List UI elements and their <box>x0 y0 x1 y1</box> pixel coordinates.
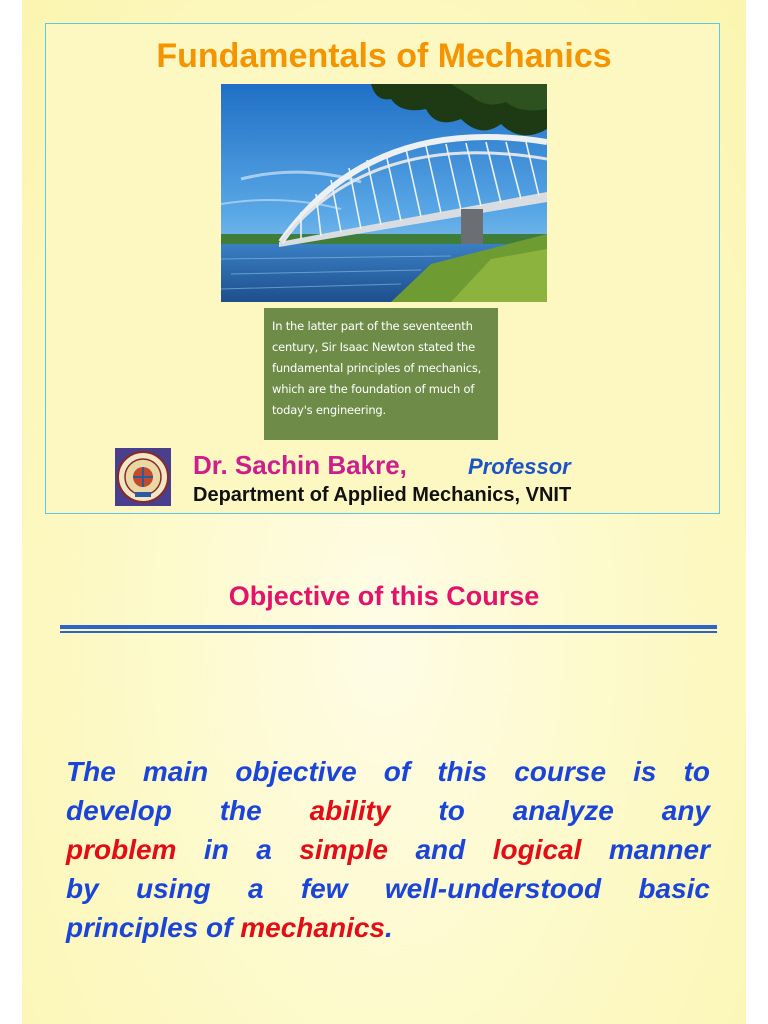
objective-text: principles of <box>66 912 241 943</box>
objective-line <box>66 908 710 947</box>
author-role: Professor <box>468 454 571 479</box>
highlighted-word: simple <box>299 834 388 865</box>
institute-seal-icon <box>115 448 171 506</box>
objective-text: by using a few well-understood basic <box>66 873 710 904</box>
quote-line: In the latter part of the seventeenth <box>272 319 473 333</box>
newton-quote-box <box>264 308 498 440</box>
heading-rule <box>60 625 717 629</box>
heading-rule-thin <box>60 631 717 633</box>
objective-text: develop the <box>66 795 310 826</box>
objective-text: in a <box>176 834 300 865</box>
quote-line: century, Sir Isaac Newton stated the <box>272 340 475 354</box>
author-department: Department of Applied Mechanics, VNIT <box>193 484 572 506</box>
quote-line: today's engineering. <box>272 403 386 417</box>
objective-text: . <box>385 912 393 943</box>
objective-line <box>66 830 710 869</box>
objective-line <box>66 791 710 830</box>
objective-text: to analyze any <box>390 795 710 826</box>
objective-paragraph <box>66 752 710 947</box>
quote-line: fundamental principles of mechanics, <box>272 361 482 375</box>
slide-title: Fundamentals of Mechanics <box>156 37 612 75</box>
objective-heading: Objective of this Course <box>228 581 540 611</box>
objective-text: The main objective of this course is to <box>66 756 710 787</box>
quote-line: which are the foundation of much of <box>272 382 475 396</box>
objective-line <box>66 752 710 791</box>
author-name: Dr. Sachin Bakre, <box>193 450 407 480</box>
highlighted-word: logical <box>492 834 582 865</box>
highlighted-word: problem <box>66 834 177 865</box>
objective-text: manner <box>581 834 710 865</box>
highlighted-word: mechanics <box>240 912 385 943</box>
bridge-photo <box>221 84 547 302</box>
objective-text: and <box>388 834 493 865</box>
objective-line <box>66 869 710 908</box>
highlighted-word: ability <box>309 795 391 826</box>
